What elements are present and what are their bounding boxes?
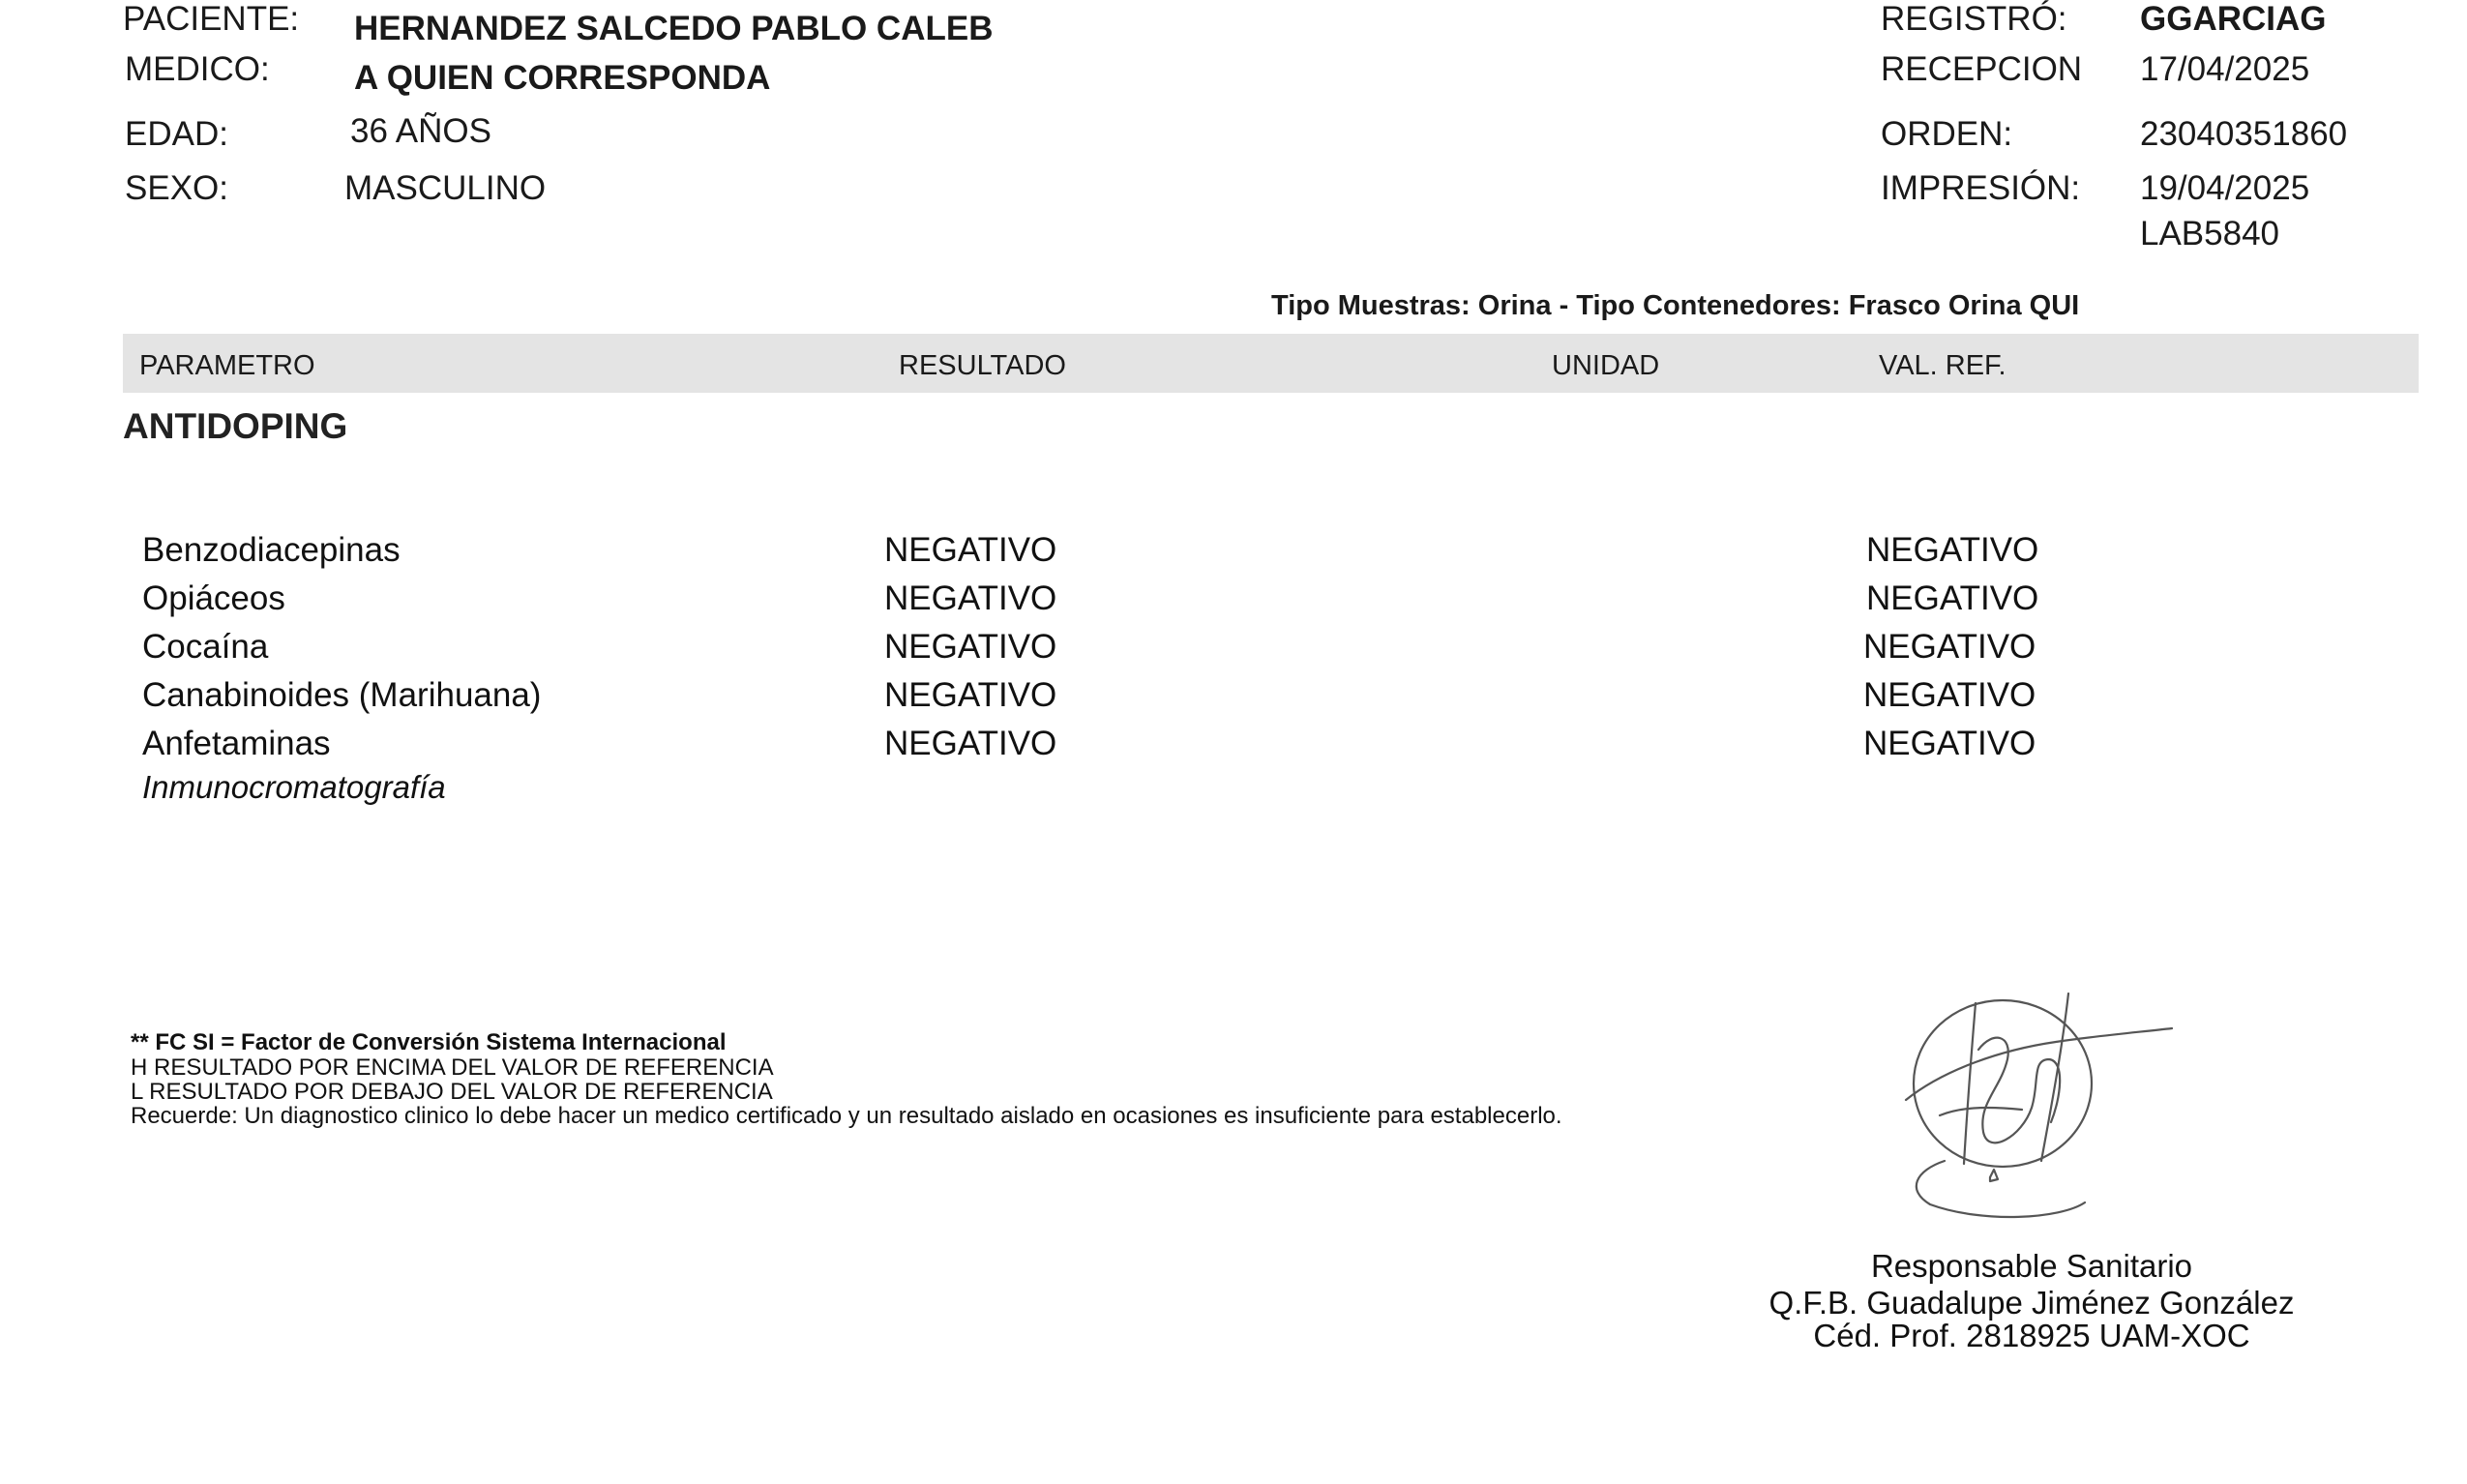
patient-label: PACIENTE:	[123, 0, 300, 38]
print-label: IMPRESIÓN:	[1881, 169, 2081, 207]
sample-info: Tipo Muestras: Orina - Tipo Contenedores: Frasco Orina QUI	[1271, 290, 2080, 321]
print-date: 19/04/2025	[2140, 169, 2310, 207]
table-row	[0, 725, 2467, 773]
method-note: Inmunocromatografía	[142, 769, 446, 805]
signature-stroke	[1917, 1161, 2085, 1217]
sex-label: SEXO:	[125, 169, 228, 207]
table-row	[0, 676, 2467, 725]
patient-name: HERNANDEZ SALCEDO PABLO CALEB	[354, 10, 994, 47]
doctor-name: A QUIEN CORRESPONDA	[354, 59, 771, 97]
result-value: NEGATIVO	[884, 628, 1057, 666]
footnote-high: H RESULTADO POR ENCIMA DEL VALOR DE REFERENCIA	[131, 1054, 774, 1081]
reference-value: NEGATIVO	[1863, 676, 2036, 714]
registered-by-value: GGARCIAG	[2140, 0, 2327, 38]
result-value: NEGATIVO	[884, 725, 1057, 762]
sex-value: MASCULINO	[344, 169, 547, 207]
column-header-result: RESULTADO	[899, 350, 1066, 381]
responsible-name: Q.F.B. Guadalupe Jiménez González	[1769, 1285, 2295, 1321]
signature-image	[1887, 992, 2186, 1229]
reference-value: NEGATIVO	[1863, 628, 2036, 666]
order-label: ORDEN:	[1881, 115, 2013, 153]
age-value: 36 AÑOS	[350, 112, 491, 150]
order-number: 23040351860	[2140, 115, 2348, 153]
reference-value: NEGATIVO	[1866, 531, 2039, 569]
registered-by-label: REGISTRÓ:	[1881, 0, 2067, 38]
footnote-disclaimer: Recuerde: Un diagnostico clinico lo debe hacer un medico certificado y un resultado aislado en ocasiones es insuficiente para establecerlo.	[131, 1103, 1562, 1129]
reference-value: NEGATIVO	[1863, 725, 2036, 762]
result-value: NEGATIVO	[884, 531, 1057, 569]
parameter-name: Anfetaminas	[142, 725, 331, 762]
table-row	[0, 531, 2467, 579]
table-row	[0, 579, 2467, 628]
age-label: EDAD:	[125, 115, 228, 153]
parameter-name: Canabinoides (Marihuana)	[142, 676, 542, 714]
column-header-parameter: PARAMETRO	[139, 350, 315, 381]
signature-stroke	[2041, 994, 2068, 1161]
parameter-name: Cocaína	[142, 628, 269, 666]
column-header-reference: VAL. REF.	[1879, 350, 2006, 381]
signature-stroke	[1940, 1108, 2022, 1115]
footnote-fc-si: ** FC SI = Factor de Conversión Sistema Internacional	[131, 1029, 727, 1055]
column-header-unit: UNIDAD	[1552, 350, 1660, 381]
reception-date: 17/04/2025	[2140, 50, 2310, 88]
table-row	[0, 628, 2467, 676]
column-header-bar	[123, 334, 2419, 393]
signature-stroke	[1964, 1003, 1976, 1164]
reference-value: NEGATIVO	[1866, 579, 2039, 617]
lab-code: LAB5840	[2140, 215, 2280, 252]
section-title: ANTIDOPING	[123, 406, 348, 446]
parameter-name: Benzodiacepinas	[142, 531, 401, 569]
responsible-license: Céd. Prof. 2818925 UAM-XOC	[1813, 1318, 2250, 1353]
reception-label: RECEPCION	[1881, 50, 2083, 88]
footnote-low: L RESULTADO POR DEBAJO DEL VALOR DE REFERENCIA	[131, 1079, 773, 1105]
doctor-label: MEDICO:	[125, 50, 270, 88]
result-value: NEGATIVO	[884, 676, 1057, 714]
parameter-name: Opiáceos	[142, 579, 285, 617]
signature-stroke	[1990, 1170, 1998, 1181]
responsible-title: Responsable Sanitario	[1870, 1248, 2193, 1284]
result-value: NEGATIVO	[884, 579, 1057, 617]
